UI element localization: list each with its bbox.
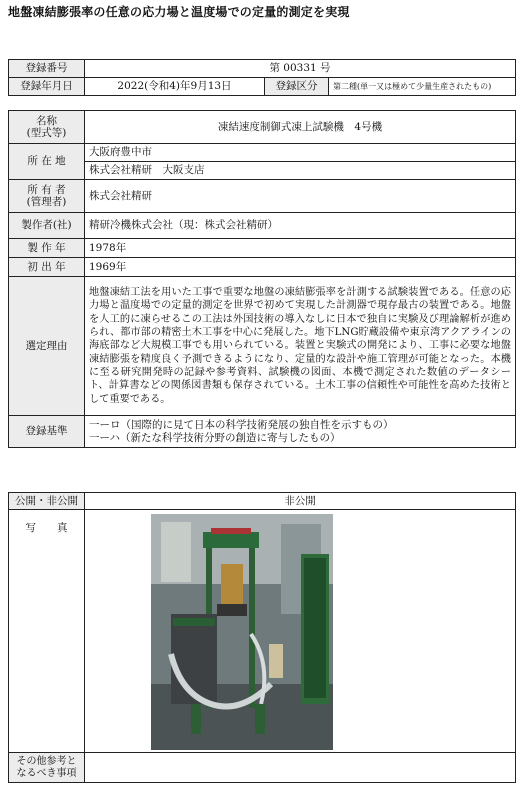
location-value-branch: 株式会社精研 大阪支店 [85, 162, 516, 180]
notes-label: その他参考と なるべき事項 [9, 753, 85, 783]
criteria-item-1: 一ーロ（国際的に見て日本の科学技術発展の独自性を示すもの） [89, 418, 394, 431]
maker-value: 精研冷機株式会社（現：株式会社精研） [85, 213, 516, 239]
criteria-label: 登録基準 [9, 416, 85, 448]
name-label: 名称 (型式等) [9, 111, 85, 144]
registration-category-value: 第二種(単一又は極めて少量生産されたもの) [329, 78, 516, 96]
name-value: 凍結速度制御式凍上試験機 4号機 [85, 111, 516, 144]
maker-label: 製作者(社) [9, 213, 85, 239]
owner-value: 株式会社精研 [85, 180, 516, 213]
publication-status-value: 非公開 [85, 493, 516, 510]
registration-number-value: 第 00331 号 [85, 60, 516, 78]
publication-table [8, 492, 516, 783]
location-value-city: 大阪府豊中市 [85, 144, 516, 162]
first-year-value: 1969年 [85, 258, 516, 277]
reason-label: 選定理由 [9, 277, 85, 416]
location-label: 所 在 地 [9, 144, 85, 180]
registration-category-label: 登録区分 [265, 78, 329, 96]
registration-number-label: 登録番号 [9, 60, 85, 78]
page-title: 地盤凍結膨張率の任意の応力場と温度場での定量的測定を実現 [8, 5, 350, 19]
first-year-label: 初 出 年 [9, 258, 85, 277]
photo-label: 写 真 [9, 510, 85, 753]
criteria-item-2: 一ーハ（新たな科学技術分野の創造に寄与したもの） [89, 431, 341, 444]
year-value: 1978年 [85, 239, 516, 258]
year-label: 製 作 年 [9, 239, 85, 258]
apparatus-photo [151, 514, 333, 750]
registration-date-value: 2022(令和4)年9月13日 [85, 78, 265, 96]
publication-status-label: 公開・非公開 [9, 493, 85, 510]
registration-date-label: 登録年月日 [9, 78, 85, 96]
registration-table [8, 59, 516, 96]
notes-value [85, 753, 516, 783]
details-table [8, 110, 516, 448]
reason-value: 地盤凍結工法を用いた工事で重要な地盤の凍結膨張率を計測する試験装置である。任意の応力場と温度場での定量的測定を世界で初めて実現した計測器で現存最古の装置である。地盤を人工的に凍らせるこの工法は外国技術の導入なしに日本で独自に実験及び理論解析が進められ、都市部の精密土木工事を中心に発展した。地下LNG貯蔵設備や東京湾アクアラインの海底部など大規模工事でも用いられている。装置と実験式の開発により、工事に必要な地盤凍結膨張を精度良く予測できるようになり、定量的な設計や施工管理が可能となった。本機に至る研究開発時の記録や参考資料、試験機の図面、本機で測定された数値のデータシート、計算書などの関係図書類も保存されている。土木工事の信頼性や可能性を高めた技術として重要である。 [85, 277, 516, 416]
photo-cell [85, 510, 515, 752]
owner-label: 所 有 者 (管理者) [9, 180, 85, 213]
